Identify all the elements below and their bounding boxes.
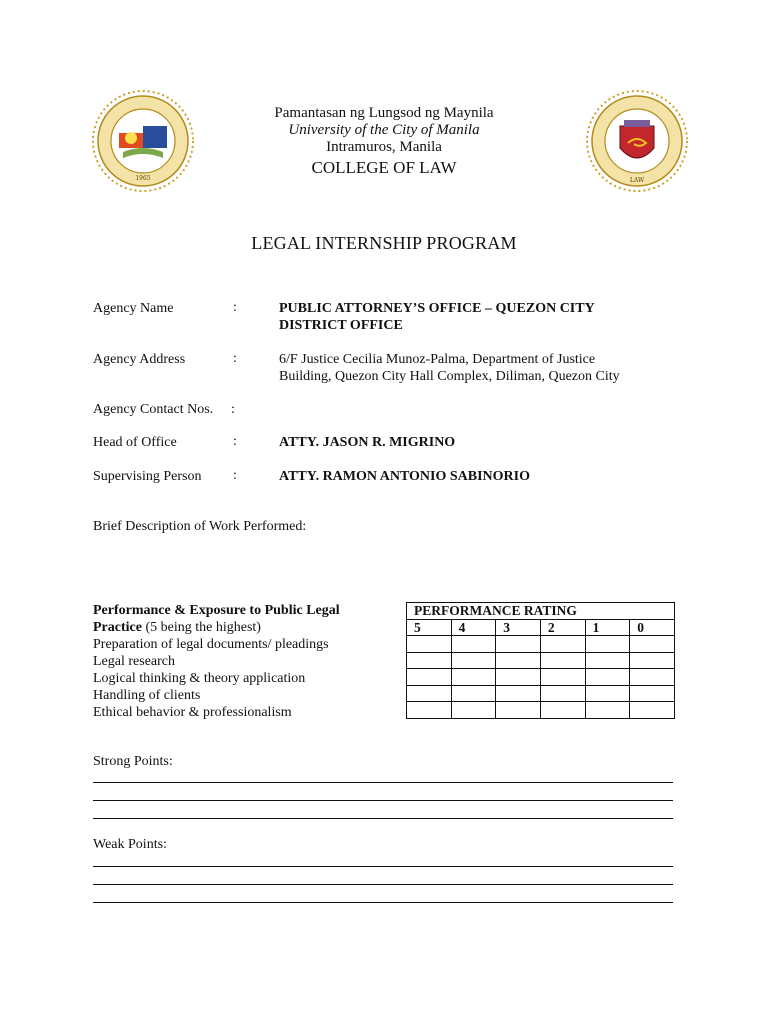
rating-cell[interactable]: [496, 652, 541, 669]
shield-icon: [620, 126, 654, 158]
agency-name-label: Agency Name: [93, 301, 174, 316]
strong-points-line-3[interactable]: [93, 818, 673, 819]
supervising-person-value: ATTY. RAMON ANTONIO SABINORIO: [279, 469, 531, 484]
rating-cell[interactable]: [585, 685, 630, 702]
rating-cell[interactable]: [630, 669, 675, 686]
rating-cell[interactable]: [496, 669, 541, 686]
university-local-name: Pamantasan ng Lungsod ng Maynila: [274, 105, 494, 121]
head-of-office-colon: :: [233, 434, 237, 449]
rating-cell[interactable]: [407, 636, 452, 653]
strong-points-line-2[interactable]: [93, 800, 673, 801]
table-row: [407, 685, 675, 702]
agency-contact-label: Agency Contact Nos.: [93, 402, 214, 417]
weak-points-line-1[interactable]: [93, 866, 673, 867]
rating-cell[interactable]: [407, 702, 452, 719]
university-seal-left: [90, 88, 196, 194]
sun-icon: [125, 132, 137, 144]
rating-cell[interactable]: [496, 636, 541, 653]
rating-cell[interactable]: [451, 702, 496, 719]
scale-0: 0: [630, 619, 675, 636]
head-of-office-value: ATTY. JASON R. MIGRINO: [279, 435, 456, 450]
castle-icon: [624, 120, 650, 127]
rating-cell[interactable]: [585, 636, 630, 653]
weak-points-line-2[interactable]: [93, 884, 673, 885]
rating-cell[interactable]: [407, 685, 452, 702]
blue-field: [143, 126, 167, 148]
criterion-legal-research: Legal research: [93, 654, 175, 669]
work-description-label: Brief Description of Work Performed:: [93, 519, 307, 534]
rating-cell[interactable]: [540, 702, 585, 719]
rating-cell[interactable]: [451, 669, 496, 686]
agency-address-label: Agency Address: [93, 352, 186, 367]
scale-3: 3: [496, 619, 541, 636]
agency-name-line2: DISTRICT OFFICE: [279, 318, 403, 333]
rating-cell[interactable]: [540, 652, 585, 669]
weak-points-label: Weak Points:: [93, 837, 167, 852]
scale-5: 5: [407, 619, 452, 636]
rating-cell[interactable]: [540, 636, 585, 653]
rating-cell[interactable]: [540, 685, 585, 702]
agency-address-line2: Building, Quezon City Hall Complex, Diliman, Quezon City: [279, 369, 620, 384]
table-row: [407, 669, 675, 686]
supervising-person-colon: :: [233, 468, 237, 483]
rating-cell[interactable]: [630, 702, 675, 719]
university-english-name: University of the City of Manila: [288, 122, 480, 138]
agency-contact-colon: :: [231, 402, 235, 417]
rating-table-title: PERFORMANCE RATING: [407, 603, 675, 620]
weak-points-line-3[interactable]: [93, 902, 673, 903]
rating-cell[interactable]: [451, 685, 496, 702]
agency-address-colon: :: [233, 351, 237, 366]
scale-4: 4: [451, 619, 496, 636]
table-row: [407, 702, 675, 719]
rating-cell[interactable]: [585, 652, 630, 669]
performance-rating-table: [406, 602, 675, 719]
performance-criteria: [93, 602, 393, 721]
university-location: Intramuros, Manila: [326, 139, 442, 155]
agency-name-value: [279, 300, 699, 334]
rating-cell[interactable]: [540, 669, 585, 686]
head-of-office-label: Head of Office: [93, 435, 177, 450]
rating-cell[interactable]: [630, 685, 675, 702]
document-header: [200, 105, 568, 176]
performance-heading: Performance & Exposure to Public Legal: [93, 603, 340, 618]
seal-law-text: LAW: [629, 177, 645, 184]
performance-scale-note: (5 being the highest): [141, 620, 261, 635]
agency-name-line1: PUBLIC ATTORNEY’S OFFICE – QUEZON CITY: [279, 301, 595, 316]
seal-year: 1965: [135, 175, 151, 182]
scale-1: 1: [585, 619, 630, 636]
rating-cell[interactable]: [451, 652, 496, 669]
table-row: [407, 636, 675, 653]
program-title: LEGAL INTERNSHIP PROGRAM: [251, 233, 517, 253]
agency-address-line1: 6/F Justice Cecilia Munoz-Palma, Department of Justice: [279, 352, 596, 367]
rating-cell[interactable]: [585, 702, 630, 719]
criterion-logical-thinking: Logical thinking & theory application: [93, 671, 306, 686]
college-name: COLLEGE OF LAW: [311, 158, 457, 177]
supervising-person-label: Supervising Person: [93, 469, 202, 484]
rating-cell[interactable]: [451, 636, 496, 653]
scale-2: 2: [540, 619, 585, 636]
rating-cell[interactable]: [407, 652, 452, 669]
college-of-law-seal-right: [584, 88, 690, 194]
agency-name-colon: :: [233, 300, 237, 315]
strong-points-label: Strong Points:: [93, 754, 173, 769]
performance-heading-2: Practice: [93, 620, 142, 635]
criterion-handling-clients: Handling of clients: [93, 688, 201, 703]
rating-cell[interactable]: [407, 669, 452, 686]
table-row: [407, 652, 675, 669]
rating-cell[interactable]: [585, 669, 630, 686]
rating-cell[interactable]: [630, 636, 675, 653]
rating-cell[interactable]: [630, 652, 675, 669]
agency-address-value: [279, 351, 699, 385]
criterion-legal-documents: Preparation of legal documents/ pleadings: [93, 637, 329, 652]
rating-cell[interactable]: [496, 685, 541, 702]
rating-cell[interactable]: [496, 702, 541, 719]
rating-scale-row: [407, 619, 675, 636]
criterion-ethical-behavior: Ethical behavior & professionalism: [93, 705, 292, 720]
strong-points-line-1[interactable]: [93, 782, 673, 783]
